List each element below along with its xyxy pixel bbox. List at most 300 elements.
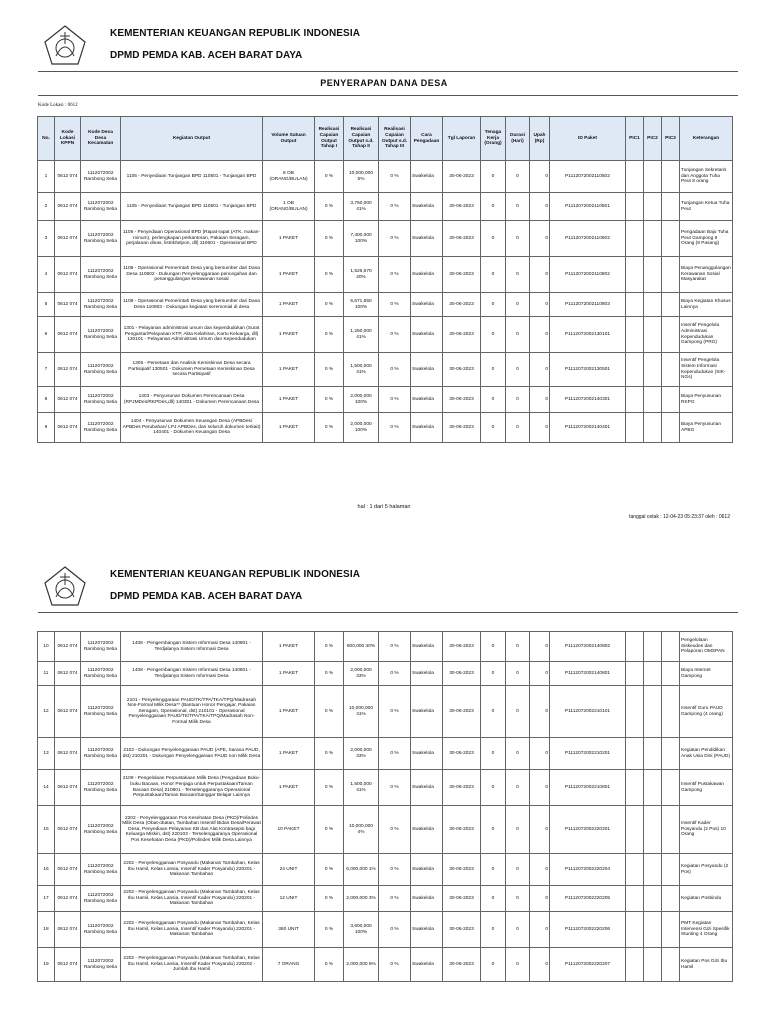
pic1-cell: [626, 161, 644, 193]
pic2-cell: [644, 632, 662, 662]
tgl-laporan-cell: 30-06-2023: [443, 193, 481, 221]
desa-cell: 1112072002 Rambong Setia: [81, 854, 121, 886]
volume-cell: 360 UNIT: [263, 912, 315, 948]
tahap2-cell: 800,000 40%: [344, 632, 379, 662]
table-row: [38, 317, 733, 353]
tahap3-cell: 0 %: [379, 770, 411, 806]
keterangan-cell: Tunjangan Ketua Tuha Peut: [680, 193, 733, 221]
tahap2-cell: 2,000,000 33%: [344, 662, 379, 686]
cara-pengadaan-cell: Swakelola: [411, 912, 443, 948]
volume-cell: 1 PAKET: [263, 770, 315, 806]
pic3-cell: [662, 662, 680, 686]
tahap3-cell: 0 %: [379, 353, 411, 387]
tenaga-kerja-cell: 0: [481, 770, 506, 806]
cara-pengadaan-cell: Swakelola: [411, 161, 443, 193]
upah-cell: 0: [530, 686, 550, 738]
desa-cell: 1112072002 Rambong Setia: [81, 221, 121, 257]
row-number: 8: [38, 387, 55, 413]
durasi-cell: 0: [506, 662, 530, 686]
durasi-cell: 0: [506, 854, 530, 886]
desa-cell: 1112072002 Rambong Setia: [81, 193, 121, 221]
tahap1-cell: 0 %: [315, 221, 344, 257]
tahap2-cell: 3,750,000 41%: [344, 193, 379, 221]
tahap1-cell: 0 %: [315, 387, 344, 413]
desa-cell: 1112072002 Rambong Setia: [81, 632, 121, 662]
tenaga-kerja-cell: 0: [481, 948, 506, 982]
tahap1-cell: 0 %: [315, 886, 344, 912]
cara-pengadaan-cell: Swakelola: [411, 387, 443, 413]
pic2-cell: [644, 413, 662, 443]
pic3-cell: [662, 886, 680, 912]
kegiatan-cell: 1408 - Pengembangan Sistem Informasi Desa 140801 - Terdjalanya Sistem Informasi Desa: [121, 662, 263, 686]
kegiatan-cell: 1403 - Penyusunan Dokumen Perencanaan Desa (RPJMDes/RKPDes,dll) 140301 - Dokumen Perencanaan Desa: [121, 387, 263, 413]
kode-lokasi-cell: 0612 074: [55, 662, 81, 686]
keterangan-cell: Biaya Penanggulangan Kerawanan Sosial Masyarakat: [680, 257, 733, 293]
cara-pengadaan-cell: Swakelola: [411, 770, 443, 806]
column-header: Realisasi Capaian Output s.d. Tahap III: [379, 117, 411, 161]
durasi-cell: 0: [506, 770, 530, 806]
durasi-cell: 0: [506, 353, 530, 387]
pic3-cell: [662, 912, 680, 948]
pic1-cell: [626, 854, 644, 886]
kegiatan-cell: 2202 - Penyelenggaraan Posyandu (Makanan Tambahan, Kelas Ibu Hamil, Kelas Lansia, Insentif Kader Posyandu) 220201 - Makanan Tambahan: [121, 912, 263, 948]
row-number: 16: [38, 854, 55, 886]
ministry-name: KEMENTERIAN KEUANGAN REPUBLIK INDONESIA: [110, 28, 361, 39]
desa-cell: 1112072002 Rambong Setia: [81, 413, 121, 443]
tahap3-cell: 0 %: [379, 413, 411, 443]
volume-cell: 1 PAKET: [263, 738, 315, 770]
keterangan-cell: Kegiatan Pendidikan Anak Usia Dini (PAUD): [680, 738, 733, 770]
column-header: Realisasi Capaian Output Tahap I: [315, 117, 344, 161]
tenaga-kerja-cell: 0: [481, 221, 506, 257]
durasi-cell: 0: [506, 413, 530, 443]
column-header: PIC1: [626, 117, 644, 161]
pic2-cell: [644, 662, 662, 686]
row-number: 13: [38, 738, 55, 770]
tahap2-cell: 7,400,000 100%: [344, 221, 379, 257]
keterangan-cell: Insentif Pengelola Administrasi Kependudukan Gampong (PRG): [680, 317, 733, 353]
pic1-cell: [626, 632, 644, 662]
kegiatan-cell: 2108 - Pengelolaan Perpustakaan Milik Desa (Pengadaan Buku-buku Bacaan, Honor Penjaga untuk Perpustakaan/Taman Bacaan Desa) 210801 - Terselenggaranya Operasional Perpustakaan/Taman Bacaan/Sanggar Belajar Lainnya: [121, 770, 263, 806]
tahap1-cell: 0 %: [315, 193, 344, 221]
column-header: Cara Pengadaan: [411, 117, 443, 161]
tgl-laporan-cell: 30-06-2023: [443, 257, 481, 293]
tahap1-cell: 0 %: [315, 912, 344, 948]
upah-cell: 0: [530, 293, 550, 317]
keterangan-cell: Tunjangan Sekretaris dan Anggota Tuha Peut 8 orang: [680, 161, 733, 193]
tahap1-cell: 0 %: [315, 686, 344, 738]
keterangan-cell: PMT Kegiatan Intervensi Gizi Spesifik Stunting 4 Orang: [680, 912, 733, 948]
keterangan-cell: Insentif Pustakawan Gampong: [680, 770, 733, 806]
row-number: 7: [38, 353, 55, 387]
kegiatan-cell: 2101 - Penyelenggaraan PAUD/TK/TPA/TKA/TPQ/Madrasah Non-Formal Milik Desa** (Bantuan Honor Pengajar, Pakaian Seragam, Operasional, dst) 210101 - Operasional Penyelenggaraan PAUD/TK/TPA/TKA/TPQ/Madrasah Non-Formal Milik Desa: [121, 686, 263, 738]
kegiatan-cell: 1301 - Pelayanan administrasi umum dan kependudukan (Surat Pengantar/Pelayanan KTP, Akta Kelahiran, Kartu Keluarga, dll) 130101 - Pelayanan Administrasi Umum dan Kependudukan: [121, 317, 263, 353]
tahap2-cell: 6,671,550 100%: [344, 293, 379, 317]
id-paket-cell: P1112072002140301: [550, 387, 626, 413]
cara-pengadaan-cell: Swakelola: [411, 738, 443, 770]
kegiatan-cell: 2202 - Penyelenggaraan Posyandu (Makanan Tambahan, Kelas Ibu Hamil, Kelas Lansia, Insentif Kader Posyandu) 220201 - Makanan Tambahan: [121, 854, 263, 886]
keterangan-cell: Pengelolaan Siskeudes dan Pelaporan OMSPAN: [680, 632, 733, 662]
tahap1-cell: 0 %: [315, 948, 344, 982]
row-number: 18: [38, 912, 55, 948]
pic2-cell: [644, 257, 662, 293]
row-number: 11: [38, 662, 55, 686]
tenaga-kerja-cell: 0: [481, 912, 506, 948]
tahap3-cell: 0 %: [379, 738, 411, 770]
pic1-cell: [626, 353, 644, 387]
row-number: 19: [38, 948, 55, 982]
id-paket-cell: P1112072002210201: [550, 738, 626, 770]
tahap1-cell: 0 %: [315, 854, 344, 886]
tahap3-cell: 0 %: [379, 854, 411, 886]
keterangan-cell: Biaya Penyusunan APBG: [680, 413, 733, 443]
kode-lokasi-cell: 0612 074: [55, 317, 81, 353]
pic1-cell: [626, 738, 644, 770]
pic2-cell: [644, 738, 662, 770]
cara-pengadaan-cell: Swakelola: [411, 353, 443, 387]
keterangan-cell: Biaya Internet Gampong: [680, 662, 733, 686]
tahap1-cell: 0 %: [315, 317, 344, 353]
tgl-laporan-cell: 30-06-2023: [443, 293, 481, 317]
durasi-cell: 0: [506, 317, 530, 353]
tgl-laporan-cell: 30-06-2023: [443, 948, 481, 982]
tenaga-kerja-cell: 0: [481, 413, 506, 443]
table-row: [38, 948, 733, 982]
pic2-cell: [644, 912, 662, 948]
pic3-cell: [662, 221, 680, 257]
pic2-cell: [644, 293, 662, 317]
volume-cell: 1 PAKET: [263, 387, 315, 413]
column-header: ID Paket: [550, 117, 626, 161]
tgl-laporan-cell: 30-06-2023: [443, 854, 481, 886]
table-row: [38, 293, 733, 317]
keterangan-cell: Insentif Guru PAUD Gampong (4 orang): [680, 686, 733, 738]
durasi-cell: 0: [506, 257, 530, 293]
keterangan-cell: Pengadaan Baju Tuha Peut Gampong 9 Orang (9 Pasang): [680, 221, 733, 257]
column-header: Kegiatan Output: [121, 117, 263, 161]
id-paket-cell: P1112072002220206: [550, 912, 626, 948]
tgl-laporan-cell: 30-06-2023: [443, 221, 481, 257]
table-row: [38, 161, 733, 193]
id-paket-cell: P1112072002110501: [550, 193, 626, 221]
tahap2-cell: 2,000,000 33%: [344, 738, 379, 770]
cara-pengadaan-cell: Swakelola: [411, 413, 443, 443]
pic1-cell: [626, 317, 644, 353]
desa-cell: 1112072002 Rambong Setia: [81, 353, 121, 387]
tgl-laporan-cell: 30-06-2023: [443, 886, 481, 912]
kegiatan-cell: 2202 - Penyelenggaraan Posyandu (Makanan Tambahan, Kelas Ibu Hamil, Kelas Lansia, Insentif Kader Posyandu) 220202 - Jumlah Ibu Hamil: [121, 948, 263, 982]
tahap3-cell: 0 %: [379, 632, 411, 662]
pic3-cell: [662, 293, 680, 317]
tenaga-kerja-cell: 0: [481, 193, 506, 221]
volume-cell: 24 UNIT: [263, 854, 315, 886]
kode-lokasi: Kode Lokasi : 0612: [38, 103, 78, 108]
pic3-cell: [662, 632, 680, 662]
volume-cell: 12 UNIT: [263, 886, 315, 912]
tahap1-cell: 0 %: [315, 257, 344, 293]
pic1-cell: [626, 257, 644, 293]
tahap2-cell: 10,000,000 41%: [344, 686, 379, 738]
pic2-cell: [644, 161, 662, 193]
tahap3-cell: 0 %: [379, 662, 411, 686]
id-paket-cell: P1112072002110803: [550, 293, 626, 317]
pic1-cell: [626, 686, 644, 738]
id-paket-cell: P1112072002220204: [550, 854, 626, 886]
tahap1-cell: 0 %: [315, 161, 344, 193]
id-paket-cell: P1112072002210801: [550, 770, 626, 806]
kode-lokasi-cell: 0612 074: [55, 686, 81, 738]
tahap3-cell: 0 %: [379, 886, 411, 912]
penyerapan-table-page-1: [37, 116, 733, 443]
tenaga-kerja-cell: 0: [481, 632, 506, 662]
kode-lokasi-cell: 0612 074: [55, 738, 81, 770]
durasi-cell: 0: [506, 632, 530, 662]
upah-cell: 0: [530, 770, 550, 806]
tgl-laporan-cell: 30-06-2023: [443, 912, 481, 948]
id-paket-cell: P1112072002130101: [550, 317, 626, 353]
id-paket-cell: P1112072002110802: [550, 257, 626, 293]
tenaga-kerja-cell: 0: [481, 806, 506, 854]
cara-pengadaan-cell: Swakelola: [411, 257, 443, 293]
tahap2-cell: 1,250,000 41%: [344, 317, 379, 353]
desa-cell: 1112072002 Rambong Setia: [81, 770, 121, 806]
pic3-cell: [662, 317, 680, 353]
table-row: [38, 387, 733, 413]
durasi-cell: 0: [506, 948, 530, 982]
kode-lokasi-cell: 0612 074: [55, 770, 81, 806]
pic3-cell: [662, 948, 680, 982]
pic2-cell: [644, 886, 662, 912]
upah-cell: 0: [530, 948, 550, 982]
tahap1-cell: 0 %: [315, 806, 344, 854]
kegiatan-cell: 1108 - Operasional Pemerintah Desa yang bersumber dari Dana Desa 110802 - Dukungan Penyelenggaraan pencegahan dan penanggulangan kerawanan sosial: [121, 257, 263, 293]
desa-cell: 1112072002 Rambong Setia: [81, 662, 121, 686]
tgl-laporan-cell: 30-06-2023: [443, 738, 481, 770]
pic2-cell: [644, 948, 662, 982]
upah-cell: 0: [530, 662, 550, 686]
tahap2-cell: 1,500,000 41%: [344, 770, 379, 806]
tahap1-cell: 0 %: [315, 293, 344, 317]
cara-pengadaan-cell: Swakelola: [411, 686, 443, 738]
tahap3-cell: 0 %: [379, 806, 411, 854]
column-header: Realisasi Capaian Output s.d. Tahap II: [344, 117, 379, 161]
penyerapan-table-page-2: [37, 631, 733, 982]
tenaga-kerja-cell: 0: [481, 662, 506, 686]
pic3-cell: [662, 413, 680, 443]
durasi-cell: 0: [506, 886, 530, 912]
upah-cell: 0: [530, 806, 550, 854]
pic3-cell: [662, 770, 680, 806]
table-row: [38, 257, 733, 293]
pic2-cell: [644, 854, 662, 886]
upah-cell: 0: [530, 387, 550, 413]
pic1-cell: [626, 662, 644, 686]
column-header: Kode Desa Desa Kecamatan: [81, 117, 121, 161]
kode-lokasi-cell: 0612 074: [55, 221, 81, 257]
tahap2-cell: 10,000,000 5%: [344, 161, 379, 193]
keterangan-cell: Biaya Kegiatan Khusus Lainnya: [680, 293, 733, 317]
keterangan-cell: Biaya Penyusunan RKPG: [680, 387, 733, 413]
row-number: 10: [38, 632, 55, 662]
durasi-cell: 0: [506, 221, 530, 257]
upah-cell: 0: [530, 257, 550, 293]
tenaga-kerja-cell: 0: [481, 738, 506, 770]
column-header: Tenaga Kerja (Orang): [481, 117, 506, 161]
tenaga-kerja-cell: 0: [481, 886, 506, 912]
tgl-laporan-cell: 30-06-2023: [443, 317, 481, 353]
durasi-cell: 0: [506, 293, 530, 317]
ministry-name: KEMENTERIAN KEUANGAN REPUBLIK INDONESIA: [110, 569, 361, 580]
tahap2-cell: 6,000,000 1%: [344, 854, 379, 886]
volume-cell: 1 PAKET: [263, 257, 315, 293]
pic2-cell: [644, 387, 662, 413]
volume-cell: 1 PAKET: [263, 413, 315, 443]
kode-lokasi-cell: 0612 074: [55, 948, 81, 982]
table-row: [38, 413, 733, 443]
pic2-cell: [644, 193, 662, 221]
row-number: 3: [38, 221, 55, 257]
tahap1-cell: 0 %: [315, 413, 344, 443]
upah-cell: 0: [530, 738, 550, 770]
tahap3-cell: 0 %: [379, 193, 411, 221]
kegiatan-cell: 1106 - Penyediaan Operasional BPD (Rapat-rapat (ATK, makan-minum), perlengkapan perkantoran, Pakaian Seragam, perjalanan dinas, listrik/telpon, dll) 110601 - Operasional BPD: [121, 221, 263, 257]
tahap2-cell: 3,600,000 100%: [344, 912, 379, 948]
cara-pengadaan-cell: Swakelola: [411, 632, 443, 662]
tenaga-kerja-cell: 0: [481, 293, 506, 317]
keterangan-cell: Insentif Kader Posyandu (2 Pos) 10 Orang: [680, 806, 733, 854]
volume-cell: 10 PAKET: [263, 806, 315, 854]
desa-cell: 1112072002 Rambong Setia: [81, 293, 121, 317]
pic3-cell: [662, 161, 680, 193]
desa-cell: 1112072002 Rambong Setia: [81, 806, 121, 854]
table-row: [38, 770, 733, 806]
table-row: [38, 886, 733, 912]
kode-lokasi-cell: 0612 074: [55, 413, 81, 443]
tenaga-kerja-cell: 0: [481, 387, 506, 413]
desa-cell: 1112072002 Rambong Setia: [81, 948, 121, 982]
pic3-cell: [662, 193, 680, 221]
column-header: PIC3: [662, 117, 680, 161]
column-header: Durasi (Hari): [506, 117, 530, 161]
tgl-laporan-cell: 30-06-2023: [443, 632, 481, 662]
keterangan-cell: Kegiatan Posbindu: [680, 886, 733, 912]
kode-lokasi-cell: 0612 074: [55, 886, 81, 912]
kode-lokasi-cell: 0612 074: [55, 806, 81, 854]
table-row: [38, 221, 733, 257]
upah-cell: 0: [530, 632, 550, 662]
office-name: DPMD PEMDA KAB. ACEH BARAT DAYA: [110, 50, 303, 61]
pic3-cell: [662, 806, 680, 854]
column-header: PIC2: [644, 117, 662, 161]
durasi-cell: 0: [506, 387, 530, 413]
tgl-laporan-cell: 30-06-2023: [443, 662, 481, 686]
title-divider: [38, 95, 738, 96]
durasi-cell: 0: [506, 161, 530, 193]
tahap1-cell: 0 %: [315, 353, 344, 387]
tahap2-cell: 2,000,000 5%: [344, 948, 379, 982]
table-header-row: [38, 117, 733, 161]
id-paket-cell: P1112072002130501: [550, 353, 626, 387]
pic1-cell: [626, 948, 644, 982]
tenaga-kerja-cell: 0: [481, 854, 506, 886]
tahap1-cell: 0 %: [315, 662, 344, 686]
tenaga-kerja-cell: 0: [481, 161, 506, 193]
page-info: hal : 1 dari 5 halaman: [357, 504, 411, 510]
pic1-cell: [626, 193, 644, 221]
table-row: [38, 854, 733, 886]
tahap3-cell: 0 %: [379, 221, 411, 257]
tahap3-cell: 0 %: [379, 317, 411, 353]
cara-pengadaan-cell: Swakelola: [411, 193, 443, 221]
pic3-cell: [662, 686, 680, 738]
tgl-laporan-cell: 30-06-2023: [443, 353, 481, 387]
column-header: Keterangan: [680, 117, 733, 161]
upah-cell: 0: [530, 912, 550, 948]
volume-cell: 1 PAKET: [263, 293, 315, 317]
pic2-cell: [644, 686, 662, 738]
table-body: [38, 161, 733, 443]
volume-cell: 1 PAKET: [263, 221, 315, 257]
table-row: [38, 662, 733, 686]
kegiatan-cell: 2202 - Penyelenggaraan Pos Kesehatan Desa (PKD)/Polindes Milik Desa (Obat-obatan, Tambahan Insentif Bidan Desa/Perawat Desa, Penyediaan Pelayanan KB dan Alat Kontrasepsi bagi Keluarga Miskin, dst) 220103 - Terselenggaranya Operasional Pos Kesehatan Desa (PKD)/Polindes Milik Desa Lainnya: [121, 806, 263, 854]
kode-lokasi-cell: 0612 074: [55, 912, 81, 948]
tahap3-cell: 0 %: [379, 257, 411, 293]
pic1-cell: [626, 293, 644, 317]
ministry-emblem-icon: [40, 24, 90, 68]
pic2-cell: [644, 353, 662, 387]
row-number: 4: [38, 257, 55, 293]
pic3-cell: [662, 854, 680, 886]
pic2-cell: [644, 221, 662, 257]
id-paket-cell: P1112072002220205: [550, 886, 626, 912]
volume-cell: 1 PAKET: [263, 686, 315, 738]
cara-pengadaan-cell: Swakelola: [411, 293, 443, 317]
kegiatan-cell: 2202 - Penyelenggaraan Posyandu (Makanan Tambahan, Kelas Ibu Hamil, Kelas Lansia, Insentif Kader Posyandu) 220201 - Makanan Tambahan: [121, 886, 263, 912]
volume-cell: 8 OB (ORANG/BULAN): [263, 161, 315, 193]
keterangan-cell: Insentif Pengelola Sistem Informasi Kependudukan (SIK-NGs): [680, 353, 733, 387]
desa-cell: 1112072002 Rambong Setia: [81, 257, 121, 293]
header-divider: [38, 71, 738, 72]
upah-cell: 0: [530, 193, 550, 221]
table-row: [38, 193, 733, 221]
table-body: [38, 632, 733, 982]
id-paket-cell: P1112072002210101: [550, 686, 626, 738]
tahap2-cell: 1,500,000 41%: [344, 353, 379, 387]
pic1-cell: [626, 387, 644, 413]
tahap2-cell: 2,000,000 100%: [344, 387, 379, 413]
tahap3-cell: 0 %: [379, 293, 411, 317]
row-number: 15: [38, 806, 55, 854]
id-paket-cell: P1112072002220207: [550, 948, 626, 982]
row-number: 1: [38, 161, 55, 193]
pic1-cell: [626, 221, 644, 257]
table-row: [38, 738, 733, 770]
pic1-cell: [626, 886, 644, 912]
print-info: tanggal cetak : 12-04-23 05:23:37 oleh : 0612: [629, 514, 730, 520]
id-paket-cell: P1112072002220201: [550, 806, 626, 854]
cara-pengadaan-cell: Swakelola: [411, 221, 443, 257]
cara-pengadaan-cell: Swakelola: [411, 948, 443, 982]
tahap2-cell: 10,000,000 4%: [344, 806, 379, 854]
volume-cell: 1 OB (ORANG/BULAN): [263, 193, 315, 221]
tahap2-cell: 2,000,000 100%: [344, 413, 379, 443]
table-row: [38, 632, 733, 662]
kegiatan-cell: 1105 - Penyediaan Tunjangan BPD 110501 - Tunjangan BPD: [121, 193, 263, 221]
keterangan-cell: Kegiatan Posyandu (2 Pos): [680, 854, 733, 886]
column-header: Kode Lokasi KPPN: [55, 117, 81, 161]
tenaga-kerja-cell: 0: [481, 317, 506, 353]
cara-pengadaan-cell: Swakelola: [411, 854, 443, 886]
